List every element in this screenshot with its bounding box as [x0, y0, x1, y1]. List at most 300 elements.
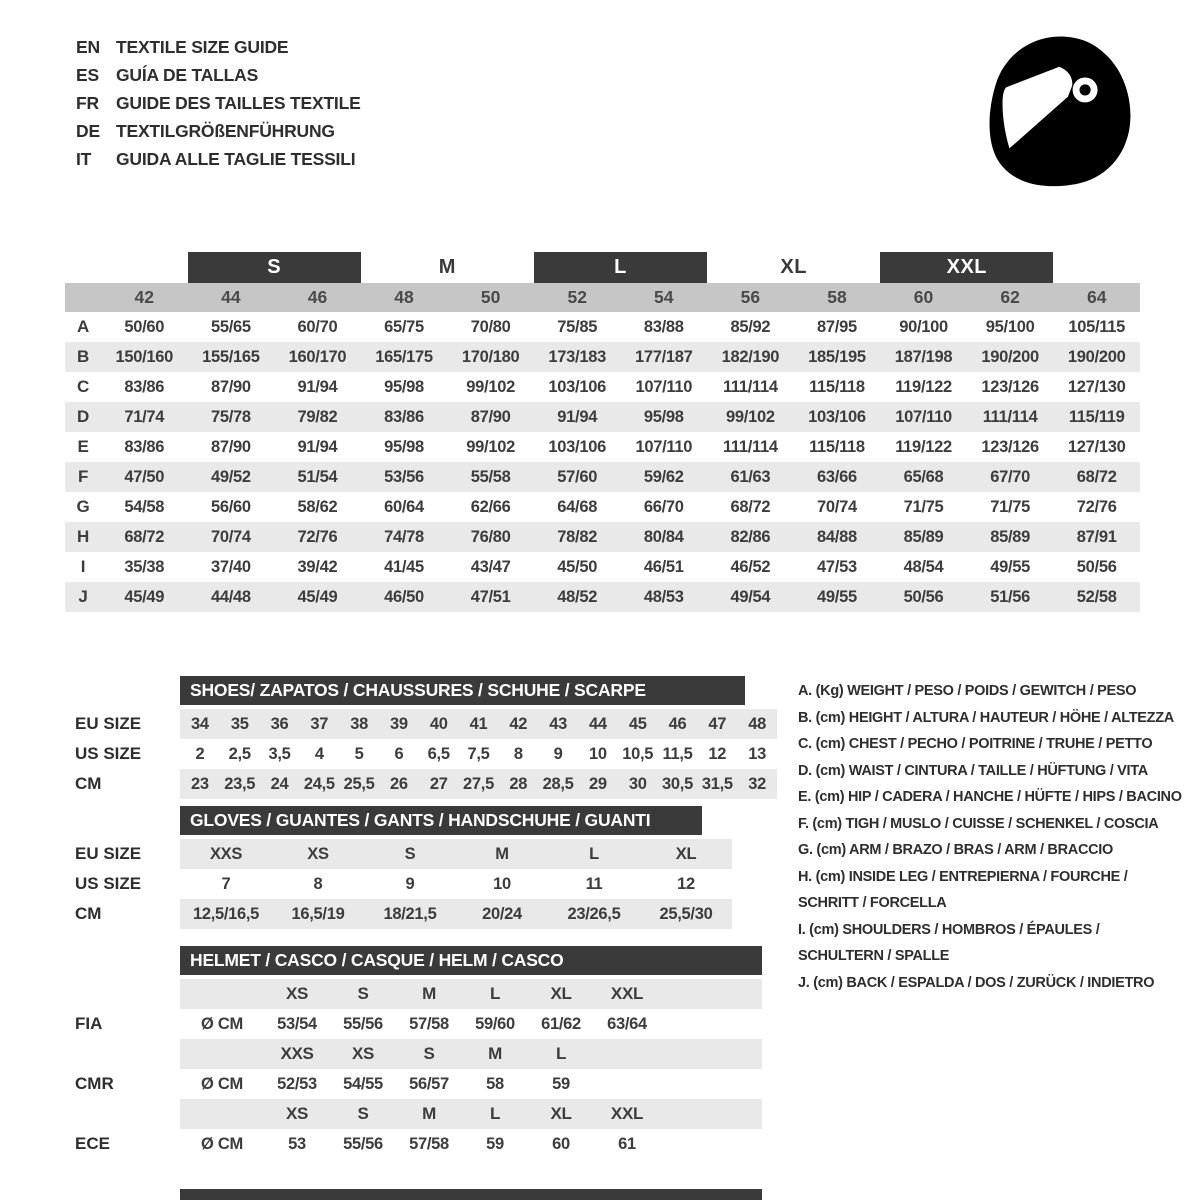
numeric-size-label: 52 — [567, 287, 587, 307]
language-title-list — [76, 33, 361, 173]
helmet-size-label: XL — [550, 984, 572, 1003]
measurement-value: 41/45 — [384, 557, 424, 576]
gloves-table-rows — [75, 839, 732, 929]
helmet-size-value: 52/53 — [277, 1074, 317, 1093]
row-letter: F — [77, 467, 89, 486]
helmet-sizes-values — [180, 1039, 762, 1069]
size-value: 42 — [509, 714, 528, 733]
legend-line: C. (cm) CHEST / PECHO / POITRINE / TRUHE / PETTO — [798, 736, 1153, 752]
size-group-label: S — [188, 252, 361, 283]
measurement-value: 103/106 — [548, 377, 606, 396]
measurement-value: 83/86 — [124, 377, 165, 396]
sub-row-label: EU SIZE — [75, 714, 142, 733]
legend-line: B. (cm) HEIGHT / ALTURA / HAUTEUR / HÖHE / ALTEZZA — [798, 709, 1174, 726]
numeric-size-label: 44 — [221, 287, 241, 307]
numeric-size-label: 42 — [134, 287, 155, 307]
gloves-table — [75, 806, 732, 929]
measurement-value: 48/54 — [903, 557, 944, 576]
size-value: 10 — [589, 744, 607, 763]
size-value: 5 — [354, 744, 364, 763]
helmet-values — [180, 1129, 762, 1159]
helmet-size-value: 53/54 — [277, 1014, 317, 1033]
language-row — [76, 117, 361, 145]
sub-row-label — [75, 1039, 180, 1069]
row-letter: H — [77, 527, 89, 546]
sub-row-label — [75, 1099, 180, 1129]
measurement-value: 45/49 — [124, 587, 165, 606]
standard-label: ECE — [75, 1134, 110, 1153]
size-value: XS — [307, 844, 329, 863]
helmet-size-value: 57/58 — [409, 1014, 449, 1033]
row-letter: C — [77, 377, 89, 396]
measurement-value: 66/70 — [643, 497, 684, 516]
measurement-rows — [65, 312, 1140, 612]
size-value: 43 — [549, 714, 567, 733]
standard-label: CMR — [75, 1074, 114, 1093]
size-value: 11 — [585, 874, 603, 893]
textile-size-table — [65, 252, 1140, 612]
helmet-size-value: 59/60 — [475, 1014, 515, 1033]
size-value: 6 — [394, 744, 404, 763]
measurement-value: 61/63 — [730, 467, 771, 486]
size-value: 24,5 — [303, 774, 335, 793]
helmet-size-label: S — [357, 984, 369, 1003]
measurement-value: 119/122 — [895, 377, 952, 396]
size-value: 40 — [429, 714, 448, 733]
size-value: 4 — [314, 744, 324, 763]
measurement-value: 53/56 — [384, 467, 424, 486]
helmet-size-label: L — [555, 1044, 567, 1063]
helmet-size-value: 59 — [486, 1134, 504, 1153]
helmet-size-label: XL — [550, 1104, 572, 1123]
size-value: 9 — [405, 874, 415, 893]
numeric-size-label: 62 — [1000, 287, 1020, 307]
size-value: 12 — [677, 874, 695, 893]
row-letter: G — [76, 497, 90, 516]
size-value: L — [589, 844, 599, 863]
measurement-value: 123/126 — [981, 377, 1039, 396]
helmet-size-label: M — [488, 1044, 502, 1063]
sub-row-label — [75, 979, 180, 1009]
size-value: 30,5 — [662, 774, 693, 793]
helmet-sizes-row — [75, 979, 762, 1009]
measurement-value: 85/89 — [903, 527, 944, 546]
row-letter: A — [77, 317, 89, 336]
size-value: 7 — [221, 874, 231, 893]
numeric-size-row — [65, 283, 1140, 312]
measurement-value: 75/78 — [210, 407, 251, 426]
size-value: 41 — [469, 714, 488, 733]
size-value: 10,5 — [622, 744, 654, 763]
measurement-value: 43/47 — [470, 557, 511, 576]
size-group-label: XL — [780, 256, 807, 278]
measurement-value: 115/118 — [809, 437, 865, 456]
helmet-size-label: XXL — [610, 984, 644, 1003]
size-value: 2,5 — [228, 744, 251, 763]
helmet-sizes-row — [75, 1099, 762, 1129]
measurement-value: 87/90 — [470, 407, 511, 426]
measurement-value: 48/52 — [557, 587, 598, 606]
size-value: 38 — [350, 714, 368, 733]
table-row — [65, 552, 1140, 582]
unit-label: Ø CM — [201, 1074, 243, 1093]
language-title: TEXTILGRÖßENFÜHRUNG — [116, 120, 335, 141]
sub-row-label: EU SIZE — [75, 844, 142, 863]
measurement-value: 72/76 — [1076, 497, 1117, 516]
helmet-table-rows — [75, 979, 762, 1159]
helmet-size-value: 54/55 — [343, 1074, 383, 1093]
size-group-label: L — [534, 252, 707, 283]
row-letter: D — [77, 407, 89, 426]
helmet-values-row — [75, 1129, 762, 1159]
measurement-value: 123/126 — [981, 437, 1039, 456]
helmet-size-value: 56/57 — [409, 1074, 449, 1093]
measurement-value: 99/102 — [466, 437, 515, 456]
measurement-value: 99/102 — [466, 377, 515, 396]
table-row — [65, 582, 1140, 612]
language-code: FR — [76, 92, 99, 113]
size-value: 36 — [270, 714, 289, 733]
language-code: EN — [76, 36, 100, 57]
measurement-value: 160/170 — [288, 347, 347, 366]
measurement-value: 46/50 — [384, 587, 424, 606]
measurement-value: 91/94 — [297, 377, 338, 396]
measurement-value: 91/94 — [297, 437, 338, 456]
measurement-value: 83/88 — [643, 317, 684, 336]
sub-row-values — [180, 739, 777, 769]
helmet-size-label: XS — [351, 1044, 375, 1063]
helmet-size-label: S — [357, 1104, 369, 1123]
measurement-value: 115/119 — [1068, 407, 1125, 426]
language-row — [76, 89, 361, 117]
measurement-value: 70/74 — [817, 497, 857, 516]
measurement-value: 103/106 — [808, 407, 866, 426]
measurement-value: 103/106 — [548, 437, 606, 456]
measurement-value: 182/190 — [721, 347, 780, 366]
size-value: 48 — [748, 714, 766, 733]
measurement-value: 75/85 — [557, 317, 598, 336]
measurement-value: 72/76 — [297, 527, 338, 546]
size-value: 24 — [270, 774, 289, 793]
sub-table-row — [75, 839, 732, 869]
measurement-value: 78/82 — [557, 527, 598, 546]
measurement-value: 111/114 — [722, 437, 778, 456]
helmet-size-value: 59 — [552, 1074, 570, 1093]
language-code: IT — [76, 148, 92, 169]
size-value: 32 — [748, 774, 766, 793]
sub-row-label: CM — [75, 774, 102, 793]
measurement-value: 119/122 — [895, 437, 952, 456]
table-row — [65, 342, 1140, 372]
measurement-value: 49/55 — [817, 587, 857, 606]
language-code: DE — [76, 120, 100, 141]
measurement-value: 50/56 — [903, 587, 944, 606]
measurement-value: 107/110 — [635, 377, 693, 396]
measurement-value: 177/187 — [635, 347, 693, 366]
measurement-value: 68/72 — [1076, 467, 1117, 486]
size-value: 27 — [429, 774, 448, 793]
size-value: 45 — [628, 714, 647, 733]
size-value: 34 — [191, 714, 209, 733]
helmet-values — [180, 1069, 762, 1099]
legend-line: J. (cm) BACK / ESPALDA / DOS / ZURÜCK / INDIETRO — [798, 974, 1155, 991]
size-value: 27,5 — [463, 774, 494, 793]
size-value: 6,5 — [427, 744, 450, 763]
measurement-value: 55/65 — [210, 317, 251, 336]
size-group-label: M — [438, 256, 456, 278]
helmet-size-value: 55/56 — [343, 1134, 383, 1153]
helmet-values-row — [75, 1009, 762, 1039]
measurement-value: 51/54 — [297, 467, 338, 486]
size-value: XL — [675, 844, 697, 863]
measurement-value: 71/74 — [124, 407, 165, 426]
helmet-size-label: L — [489, 1104, 501, 1123]
shoes-table-title: SHOES/ ZAPATOS / CHAUSSURES / SCHUHE / SCARPE — [180, 676, 745, 705]
measurement-value: 127/130 — [1067, 437, 1126, 456]
size-value: 44 — [589, 714, 607, 733]
sub-row-values — [180, 899, 732, 929]
helmet-size-value: 58 — [486, 1074, 504, 1093]
table-row — [65, 372, 1140, 402]
size-value: 25,5/30 — [659, 904, 713, 923]
measurement-value: 84/88 — [817, 527, 857, 546]
size-value: 35 — [230, 714, 249, 733]
numeric-size-label: 48 — [394, 287, 414, 307]
measurement-value: 49/52 — [210, 467, 251, 486]
measurement-value: 64/68 — [557, 497, 598, 516]
measurement-value: 107/110 — [895, 407, 952, 426]
sub-table-row — [75, 709, 777, 739]
standard-label: FIA — [75, 1014, 103, 1033]
table-row — [65, 522, 1140, 552]
language-title: GUIDA ALLE TAGLIE TESSILI — [116, 148, 356, 169]
legend-line: E. (cm) HIP / CADERA / HANCHE / HÜFTE / HIPS / BACINO — [798, 789, 1182, 805]
measurement-value: 105/115 — [1068, 317, 1126, 336]
measurement-value: 87/90 — [210, 377, 251, 396]
helmet-size-label: XXL — [610, 1104, 644, 1123]
measurement-value: 50/56 — [1076, 557, 1117, 576]
measurement-value: 45/49 — [297, 587, 338, 606]
measurement-value: 95/98 — [384, 437, 424, 456]
legend-line: A. (Kg) WEIGHT / PESO / POIDS / GEWITCH / PESO — [798, 683, 1137, 699]
helmet-size-value: 63/64 — [607, 1014, 647, 1033]
measurement-value: 46/51 — [643, 557, 684, 576]
helmet-size-label: M — [422, 984, 436, 1003]
table-row — [65, 312, 1140, 342]
helmet-size-label: M — [422, 1104, 436, 1123]
measurement-value: 47/50 — [124, 467, 165, 486]
measurement-value: 87/95 — [817, 317, 857, 336]
row-letter: J — [78, 587, 88, 606]
size-value: 23,5 — [224, 774, 256, 793]
language-row — [76, 145, 361, 173]
size-value: 46 — [668, 714, 687, 733]
helmet-size-label: XXS — [280, 1044, 314, 1063]
sub-table-row — [75, 769, 777, 799]
size-value: 18/21,5 — [383, 904, 437, 923]
helmet-size-value: 53 — [288, 1134, 306, 1153]
size-value: XXS — [209, 844, 243, 863]
measurement-value: 90/100 — [899, 317, 948, 336]
size-value: 10 — [493, 874, 511, 893]
measurement-value: 187/198 — [894, 347, 953, 366]
cropped-next-table-header-bar — [180, 1189, 762, 1200]
measurement-value: 155/165 — [202, 347, 260, 366]
measurement-value: 49/54 — [730, 587, 771, 606]
language-row — [76, 61, 361, 89]
language-title: GUIDE DES TAILLES TEXTILE — [116, 92, 361, 113]
measurement-value: 49/55 — [990, 557, 1031, 576]
sub-row-values — [180, 869, 732, 899]
size-value: 11,5 — [662, 744, 693, 763]
numeric-size-label: 50 — [480, 287, 501, 307]
measurement-value: 35/38 — [124, 557, 165, 576]
measurement-value: 47/51 — [470, 587, 511, 606]
size-value: 47 — [708, 714, 727, 733]
language-row — [76, 33, 361, 61]
helmet-sizes-row — [75, 1039, 762, 1069]
measurement-value: 56/60 — [210, 497, 251, 516]
measurement-value: 85/92 — [730, 317, 771, 336]
measurement-value: 68/72 — [730, 497, 771, 516]
size-value: S — [404, 844, 416, 863]
size-value: 37 — [310, 714, 329, 733]
measurement-value: 87/90 — [210, 437, 251, 456]
size-value: 16,5/19 — [291, 904, 345, 923]
size-value: 28,5 — [542, 774, 574, 793]
measurement-value: 185/195 — [808, 347, 866, 366]
measurement-value: 95/100 — [985, 317, 1035, 336]
size-value: 30 — [628, 774, 647, 793]
sub-row-values — [180, 709, 777, 739]
helmet-size-value: 61/62 — [541, 1014, 581, 1033]
size-value: 31,5 — [701, 774, 733, 793]
helmet-icon — [975, 28, 1147, 200]
measurement-value: 71/75 — [990, 497, 1031, 516]
size-value: 12,5/16,5 — [192, 904, 260, 923]
measurement-value: 47/53 — [817, 557, 857, 576]
measurement-value: 79/82 — [297, 407, 338, 426]
measurement-value: 80/84 — [643, 527, 684, 546]
row-letter: B — [77, 347, 89, 366]
helmet-sizes-values — [180, 1099, 762, 1129]
measurement-value: 63/66 — [817, 467, 857, 486]
size-value: 9 — [553, 744, 563, 763]
measurement-value: 127/130 — [1067, 377, 1126, 396]
measurement-value: 58/62 — [297, 497, 338, 516]
measurement-value: 45/50 — [557, 557, 598, 576]
measurement-value: 99/102 — [726, 407, 775, 426]
measurement-value: 83/86 — [124, 437, 165, 456]
helmet-size-value: 55/56 — [343, 1014, 383, 1033]
measurement-value: 173/183 — [548, 347, 606, 366]
measurement-value: 115/118 — [809, 377, 865, 396]
sub-row-label: CM — [75, 904, 102, 923]
measurement-value: 70/80 — [470, 317, 511, 336]
size-value: 26 — [390, 774, 408, 793]
measurement-value: 39/42 — [297, 557, 338, 576]
helmet-values-row — [75, 1069, 762, 1099]
measurement-value: 150/160 — [115, 347, 174, 366]
measurement-value: 190/200 — [1067, 347, 1126, 366]
legend-line: I. (cm) SHOULDERS / HOMBROS / ÉPAULES / — [798, 921, 1100, 938]
size-value: 7,5 — [467, 744, 490, 763]
measurement-value: 107/110 — [635, 437, 693, 456]
measurement-value: 54/58 — [124, 497, 165, 516]
helmet-size-value: 57/58 — [409, 1134, 449, 1153]
measurement-value: 190/200 — [981, 347, 1039, 366]
helmet-size-label: XS — [285, 1104, 309, 1123]
measurement-value: 44/48 — [210, 587, 251, 606]
shoes-table — [75, 676, 777, 799]
helmet-size-value: 61 — [618, 1134, 636, 1153]
size-value: 2 — [195, 744, 205, 763]
sub-row-values — [180, 769, 777, 799]
shoes-table-rows — [75, 709, 777, 799]
sub-row-values — [180, 839, 732, 869]
size-value: 39 — [390, 714, 408, 733]
measurement-value: 65/68 — [903, 467, 944, 486]
measurement-value: 65/75 — [384, 317, 424, 336]
row-letter: I — [80, 557, 86, 576]
size-value: 23/26,5 — [567, 904, 621, 923]
legend-line: F. (cm) TIGH / MUSLO / CUISSE / SCHENKEL / COSCIA — [798, 815, 1159, 832]
measurement-value: 51/56 — [990, 587, 1031, 606]
legend-line: SCHRITT / FORCELLA — [798, 895, 947, 911]
size-value: 13 — [748, 744, 766, 763]
measurement-value: 59/62 — [643, 467, 684, 486]
measurement-value: 62/66 — [470, 497, 511, 516]
helmet-size-label: XS — [285, 984, 309, 1003]
language-code: ES — [76, 64, 99, 85]
measurement-value: 67/70 — [990, 467, 1031, 486]
numeric-size-label: 60 — [913, 287, 934, 307]
measurement-value: 57/60 — [557, 467, 598, 486]
measurement-value: 82/86 — [730, 527, 771, 546]
table-row — [65, 492, 1140, 522]
legend-line: D. (cm) WAIST / CINTURA / TAILLE / HÜFTUNG / VITA — [798, 762, 1148, 779]
helmet-table-title: HELMET / CASCO / CASQUE / HELM / CASCO — [180, 946, 762, 975]
size-value: 29 — [589, 774, 607, 793]
helmet-size-label: S — [423, 1044, 435, 1063]
sub-table-row — [75, 899, 732, 929]
sub-table-row — [75, 869, 732, 899]
measurement-value: 76/80 — [470, 527, 511, 546]
measurement-value: 170/180 — [461, 347, 520, 366]
measurement-value: 111/114 — [982, 407, 1038, 426]
helmet-sizes-values — [180, 979, 762, 1009]
size-value: 8 — [513, 744, 523, 763]
row-letter: E — [77, 437, 89, 456]
numeric-size-label: 56 — [740, 287, 761, 307]
measurement-value: 68/72 — [124, 527, 165, 546]
size-value: 20/24 — [482, 904, 522, 923]
measurement-value: 87/91 — [1076, 527, 1117, 546]
language-title: TEXTILE SIZE GUIDE — [116, 36, 289, 57]
legend-line: SCHULTERN / SPALLE — [798, 948, 950, 964]
sub-table-row — [75, 739, 777, 769]
sub-row-label: US SIZE — [75, 744, 142, 763]
size-value: 28 — [509, 774, 528, 793]
measurement-value: 70/74 — [210, 527, 251, 546]
measurement-value: 83/86 — [384, 407, 424, 426]
measurement-value: 50/60 — [124, 317, 165, 336]
measurement-value: 91/94 — [557, 407, 598, 426]
size-value: 25,5 — [343, 774, 375, 793]
legend-line: H. (cm) INSIDE LEG / ENTREPIERNA / FOURCHE / — [798, 868, 1128, 885]
unit-label: Ø CM — [201, 1134, 243, 1153]
helmet-values — [180, 1009, 762, 1039]
